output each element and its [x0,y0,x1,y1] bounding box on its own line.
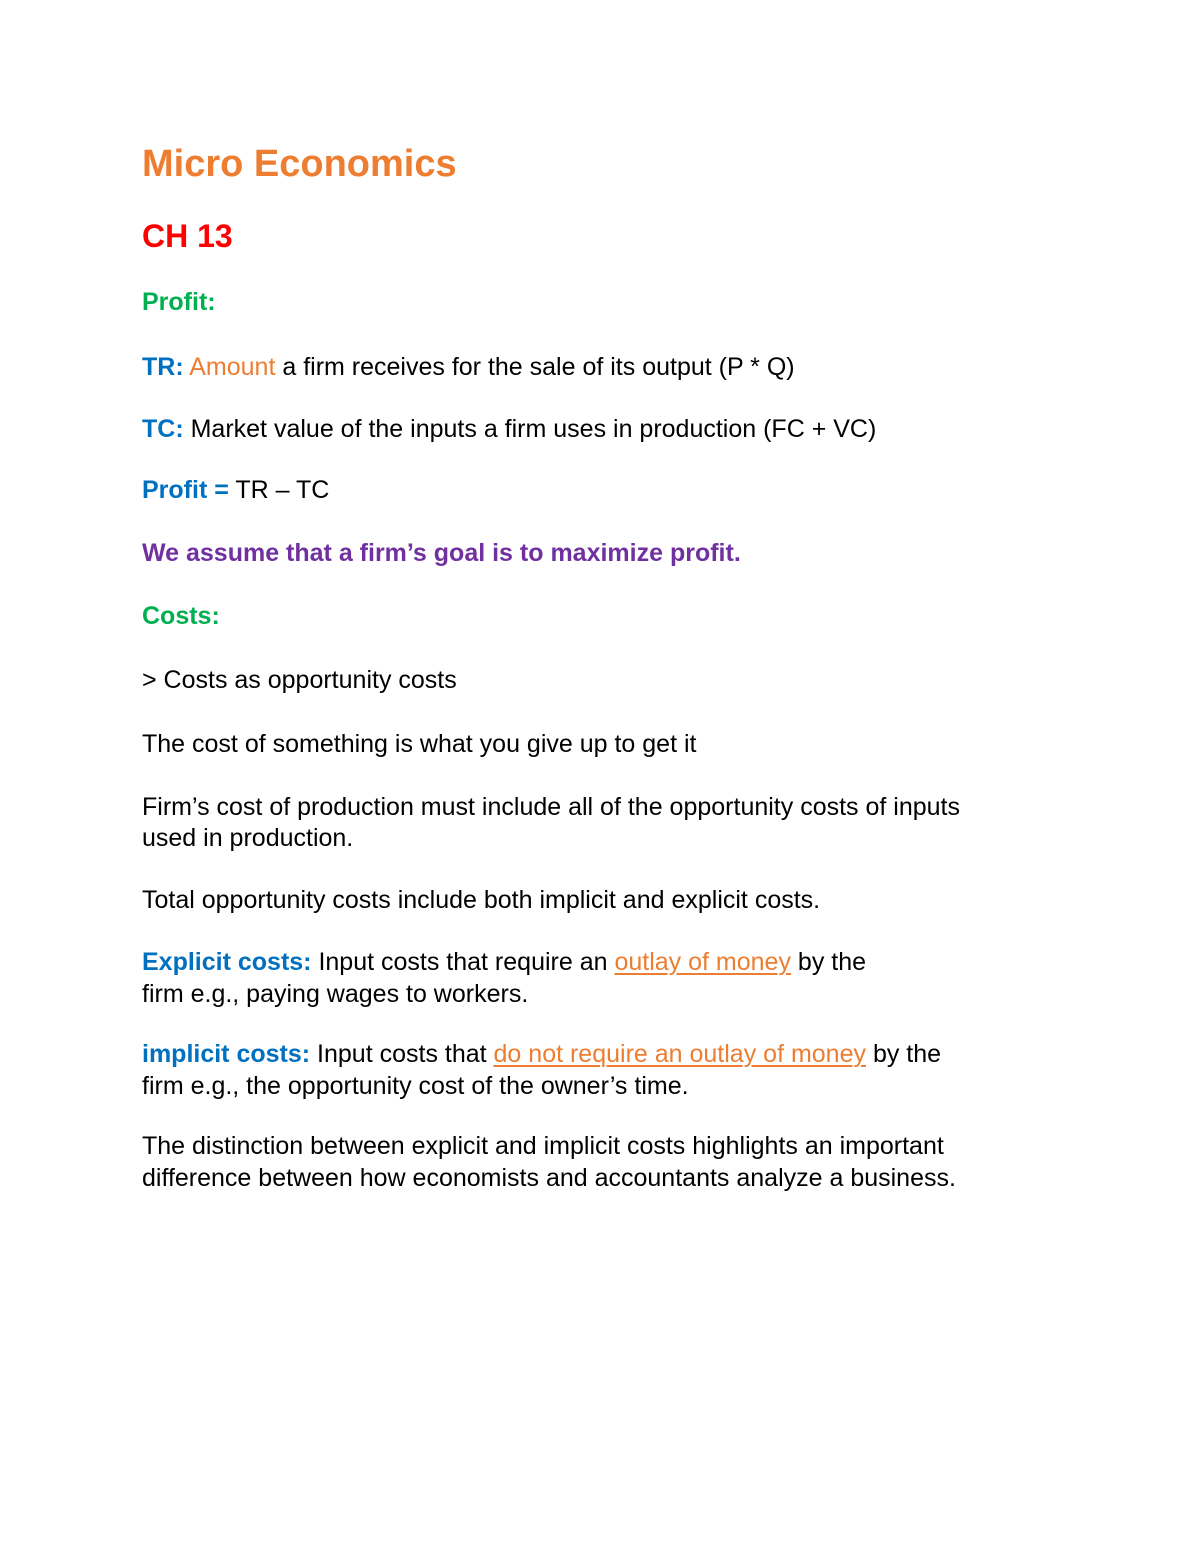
assumption-statement: We assume that a firm’s goal is to maximize profit. [142,539,741,567]
tc-text: Market value of the inputs a firm uses in production (FC + VC) [183,415,877,443]
tr-text: a firm receives for the sale of its output (P * Q) [275,353,795,381]
page-title: Micro Economics [142,143,457,185]
firm-cost-line-2: used in production. [142,824,354,852]
profit-formula-text: TR – TC [228,476,330,504]
profit-heading: Profit: [142,288,216,316]
tc-definition [142,413,876,445]
explicit-costs-line-2: firm e.g., paying wages to workers. [142,980,529,1008]
profit-formula-label: Profit = [142,476,229,504]
implicit-text-after: by the [866,1040,942,1068]
bullet-opportunity-costs: > Costs as opportunity costs [142,666,457,694]
implicit-label: implicit costs: [142,1040,311,1068]
implicit-costs-line-2: firm e.g., the opportunity cost of the owner’s time. [142,1072,689,1100]
distinction-line-2: difference between how economists and accountants analyze a business. [142,1164,956,1192]
chapter-heading: CH 13 [142,218,233,254]
tr-definition [142,351,795,383]
profit-formula [142,474,329,506]
explicit-highlight: outlay of money [614,948,791,976]
firm-cost-line-1: Firm’s cost of production must include all of the opportunity costs of inputs [142,793,960,821]
explicit-label: Explicit costs: [142,948,312,976]
costs-heading: Costs: [142,602,220,630]
implicit-costs-line-1 [142,1038,941,1070]
distinction-line-1: The distinction between explicit and implicit costs highlights an important [142,1132,944,1160]
explicit-text-after: by the [790,948,867,976]
total-opportunity-costs: Total opportunity costs include both implicit and explicit costs. [142,886,821,914]
implicit-text-before: Input costs that [310,1040,494,1068]
explicit-costs-line-1 [142,946,866,978]
tc-label: TC: [142,415,184,443]
tr-label: TR: [142,353,184,381]
cost-definition: The cost of something is what you give up to get it [142,730,697,758]
implicit-highlight: do not require an outlay of money [493,1040,866,1068]
tr-highlight: Amount [189,353,276,381]
explicit-text-before: Input costs that require an [311,948,615,976]
